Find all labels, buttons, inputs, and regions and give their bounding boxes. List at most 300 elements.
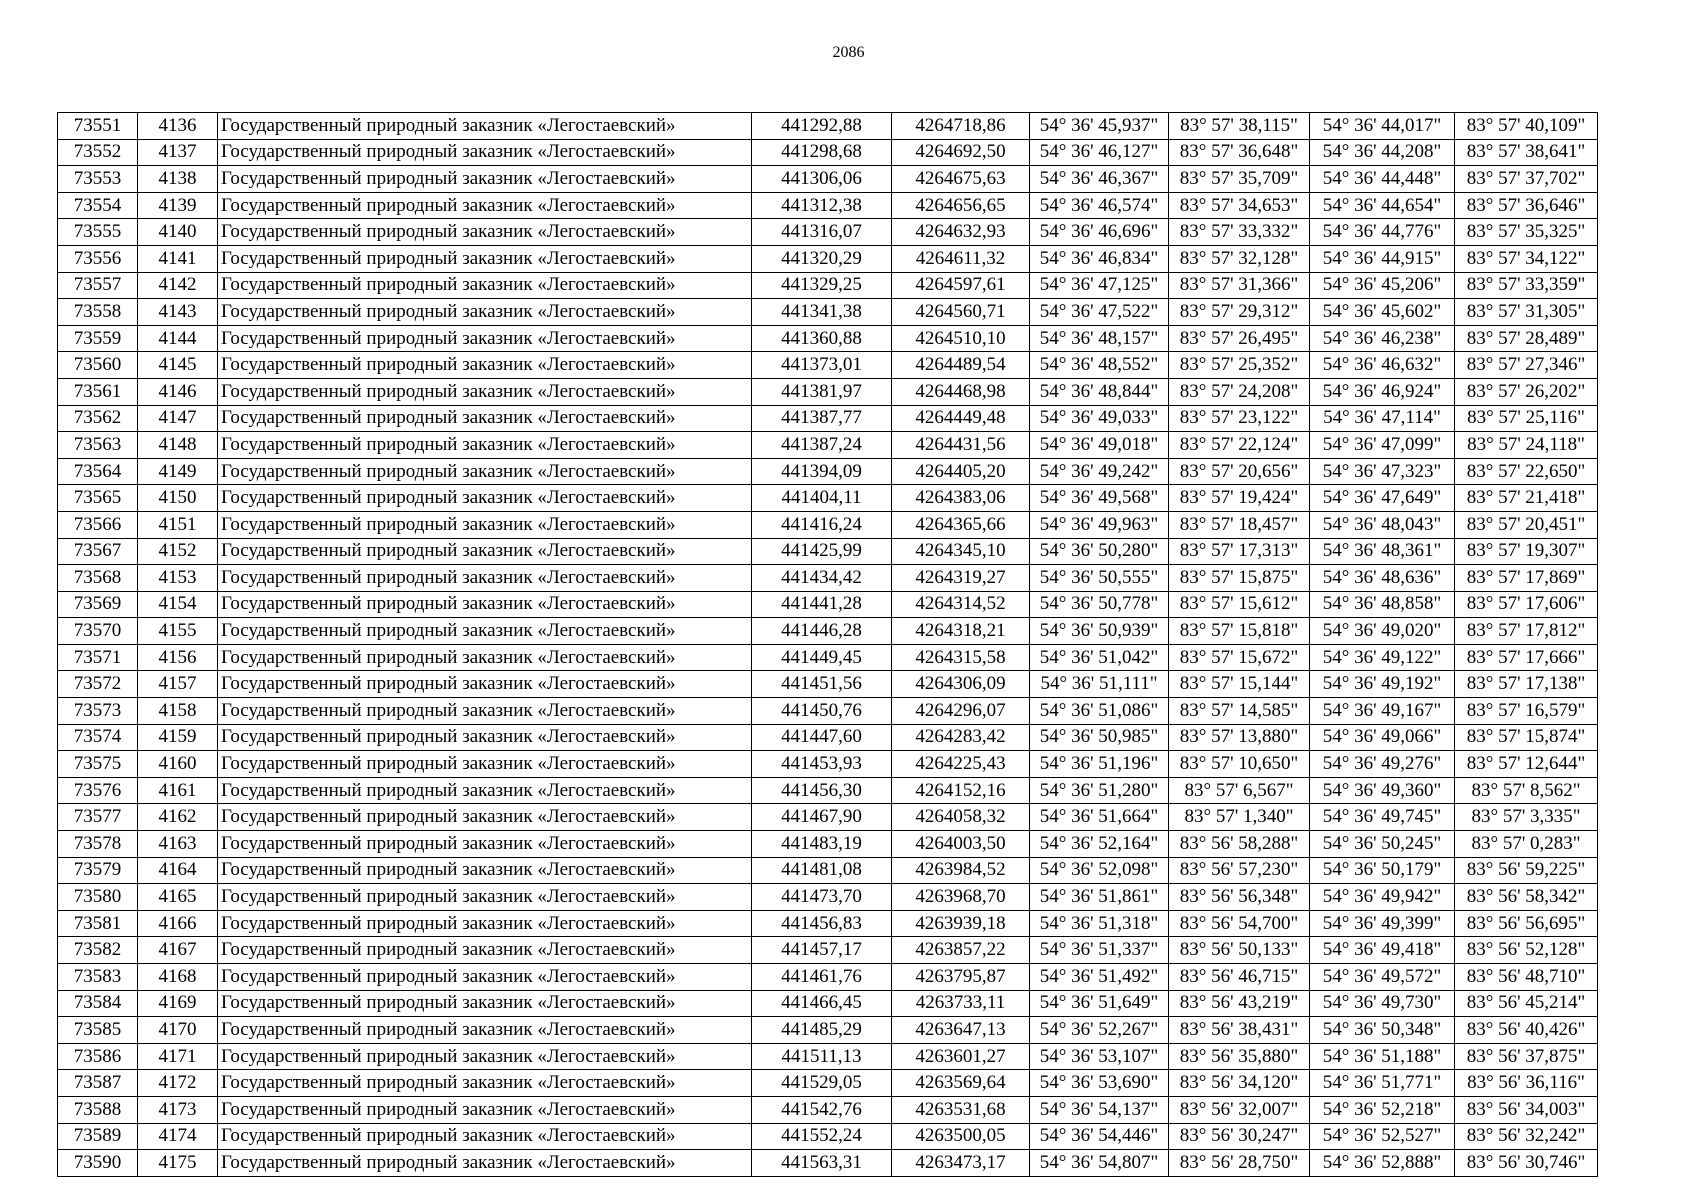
coord-x-cell: 441416,24: [752, 511, 892, 538]
point-number-cell: 4158: [138, 698, 218, 725]
row-number-cell: 73555: [58, 219, 138, 246]
coord-y-cell: 4264510,10: [892, 325, 1030, 352]
coord-y-cell: 4263473,17: [892, 1150, 1030, 1177]
coord-x-cell: 441529,05: [752, 1070, 892, 1097]
coord-y-cell: 4264345,10: [892, 538, 1030, 565]
latitude-2-cell: 54° 36' 49,399": [1310, 910, 1455, 937]
row-number-cell: 73576: [58, 777, 138, 804]
point-number-cell: 4155: [138, 618, 218, 645]
point-number-cell: 4153: [138, 565, 218, 592]
latitude-1-cell: 54° 36' 50,280": [1030, 538, 1169, 565]
coord-y-cell: 4264365,66: [892, 511, 1030, 538]
longitude-1-cell: 83° 57' 33,332": [1169, 219, 1310, 246]
table-row: [58, 937, 1598, 964]
latitude-1-cell: 54° 36' 52,267": [1030, 1017, 1169, 1044]
table-row: [58, 777, 1598, 804]
latitude-2-cell: 54° 36' 49,066": [1310, 724, 1455, 751]
table-row: [58, 538, 1598, 565]
coord-x-cell: 441453,93: [752, 751, 892, 778]
latitude-2-cell: 54° 36' 45,206": [1310, 272, 1455, 299]
longitude-2-cell: 83° 57' 15,874": [1455, 724, 1598, 751]
point-number-cell: 4167: [138, 937, 218, 964]
longitude-2-cell: 83° 57' 17,812": [1455, 618, 1598, 645]
table-row: [58, 804, 1598, 831]
coord-y-cell: 4264405,20: [892, 458, 1030, 485]
latitude-1-cell: 54° 36' 46,127": [1030, 139, 1169, 166]
point-number-cell: 4164: [138, 857, 218, 884]
coord-x-cell: 441425,99: [752, 538, 892, 565]
latitude-1-cell: 54° 36' 50,555": [1030, 565, 1169, 592]
point-number-cell: 4146: [138, 378, 218, 405]
latitude-1-cell: 54° 36' 54,446": [1030, 1123, 1169, 1150]
latitude-2-cell: 54° 36' 46,632": [1310, 352, 1455, 379]
table-row: [58, 458, 1598, 485]
coord-y-cell: 4264718,86: [892, 113, 1030, 140]
object-name-cell: Государственный природный заказник «Легостаевский»: [218, 565, 752, 592]
latitude-2-cell: 54° 36' 49,192": [1310, 671, 1455, 698]
object-name-cell: Государственный природный заказник «Легостаевский»: [218, 990, 752, 1017]
coord-x-cell: 441456,30: [752, 777, 892, 804]
longitude-1-cell: 83° 57' 23,122": [1169, 405, 1310, 432]
latitude-2-cell: 54° 36' 49,942": [1310, 884, 1455, 911]
latitude-2-cell: 54° 36' 50,348": [1310, 1017, 1455, 1044]
object-name-cell: Государственный природный заказник «Легостаевский»: [218, 139, 752, 166]
object-name-cell: Государственный природный заказник «Легостаевский»: [218, 618, 752, 645]
row-number-cell: 73590: [58, 1150, 138, 1177]
object-name-cell: Государственный природный заказник «Легостаевский»: [218, 857, 752, 884]
object-name-cell: Государственный природный заказник «Легостаевский»: [218, 325, 752, 352]
longitude-1-cell: 83° 56' 38,431": [1169, 1017, 1310, 1044]
longitude-1-cell: 83° 56' 43,219": [1169, 990, 1310, 1017]
longitude-2-cell: 83° 56' 48,710": [1455, 964, 1598, 991]
coord-y-cell: 4264283,42: [892, 724, 1030, 751]
latitude-2-cell: 54° 36' 44,448": [1310, 166, 1455, 193]
latitude-2-cell: 54° 36' 49,020": [1310, 618, 1455, 645]
longitude-1-cell: 83° 56' 50,133": [1169, 937, 1310, 964]
object-name-cell: Государственный природный заказник «Легостаевский»: [218, 910, 752, 937]
table-body: [58, 113, 1598, 1177]
point-number-cell: 4170: [138, 1017, 218, 1044]
row-number-cell: 73568: [58, 565, 138, 592]
row-number-cell: 73559: [58, 325, 138, 352]
longitude-1-cell: 83° 57' 10,650": [1169, 751, 1310, 778]
coordinates-table: [57, 112, 1598, 1177]
longitude-1-cell: 83° 57' 15,672": [1169, 644, 1310, 671]
longitude-1-cell: 83° 57' 38,115": [1169, 113, 1310, 140]
latitude-2-cell: 54° 36' 52,218": [1310, 1096, 1455, 1123]
row-number-cell: 73582: [58, 937, 138, 964]
row-number-cell: 73570: [58, 618, 138, 645]
latitude-1-cell: 54° 36' 47,522": [1030, 299, 1169, 326]
coord-x-cell: 441542,76: [752, 1096, 892, 1123]
object-name-cell: Государственный природный заказник «Легостаевский»: [218, 937, 752, 964]
latitude-2-cell: 54° 36' 47,114": [1310, 405, 1455, 432]
point-number-cell: 4147: [138, 405, 218, 432]
row-number-cell: 73584: [58, 990, 138, 1017]
latitude-2-cell: 54° 36' 47,323": [1310, 458, 1455, 485]
longitude-2-cell: 83° 57' 40,109": [1455, 113, 1598, 140]
longitude-1-cell: 83° 57' 22,124": [1169, 432, 1310, 459]
object-name-cell: Государственный природный заказник «Легостаевский»: [218, 511, 752, 538]
latitude-2-cell: 54° 36' 49,167": [1310, 698, 1455, 725]
coord-x-cell: 441320,29: [752, 245, 892, 272]
latitude-2-cell: 54° 36' 44,017": [1310, 113, 1455, 140]
longitude-1-cell: 83° 56' 54,700": [1169, 910, 1310, 937]
point-number-cell: 4143: [138, 299, 218, 326]
coord-y-cell: 4264383,06: [892, 485, 1030, 512]
longitude-1-cell: 83° 56' 28,750": [1169, 1150, 1310, 1177]
longitude-2-cell: 83° 56' 32,242": [1455, 1123, 1598, 1150]
longitude-2-cell: 83° 57' 27,346": [1455, 352, 1598, 379]
longitude-1-cell: 83° 56' 58,288": [1169, 831, 1310, 858]
table-row: [58, 751, 1598, 778]
longitude-2-cell: 83° 56' 40,426": [1455, 1017, 1598, 1044]
coord-y-cell: 4264315,58: [892, 644, 1030, 671]
longitude-1-cell: 83° 56' 32,007": [1169, 1096, 1310, 1123]
longitude-2-cell: 83° 57' 8,562": [1455, 777, 1598, 804]
row-number-cell: 73556: [58, 245, 138, 272]
latitude-1-cell: 54° 36' 45,937": [1030, 113, 1169, 140]
coord-x-cell: 441511,13: [752, 1043, 892, 1070]
object-name-cell: Государственный природный заказник «Легостаевский»: [218, 405, 752, 432]
coord-y-cell: 4264152,16: [892, 777, 1030, 804]
object-name-cell: Государственный природный заказник «Легостаевский»: [218, 644, 752, 671]
row-number-cell: 73577: [58, 804, 138, 831]
point-number-cell: 4141: [138, 245, 218, 272]
coord-y-cell: 4264314,52: [892, 591, 1030, 618]
object-name-cell: Государственный природный заказник «Легостаевский»: [218, 777, 752, 804]
coord-y-cell: 4264611,32: [892, 245, 1030, 272]
object-name-cell: Государственный природный заказник «Легостаевский»: [218, 458, 752, 485]
row-number-cell: 73563: [58, 432, 138, 459]
coord-x-cell: 441467,90: [752, 804, 892, 831]
row-number-cell: 73588: [58, 1096, 138, 1123]
point-number-cell: 4157: [138, 671, 218, 698]
latitude-2-cell: 54° 36' 51,771": [1310, 1070, 1455, 1097]
latitude-1-cell: 54° 36' 54,137": [1030, 1096, 1169, 1123]
latitude-1-cell: 54° 36' 50,778": [1030, 591, 1169, 618]
latitude-1-cell: 54° 36' 51,861": [1030, 884, 1169, 911]
coord-x-cell: 441461,76: [752, 964, 892, 991]
coord-x-cell: 441381,97: [752, 378, 892, 405]
coord-x-cell: 441451,56: [752, 671, 892, 698]
object-name-cell: Государственный природный заказник «Легостаевский»: [218, 485, 752, 512]
table-row: [58, 378, 1598, 405]
coord-y-cell: 4263733,11: [892, 990, 1030, 1017]
latitude-1-cell: 54° 36' 51,337": [1030, 937, 1169, 964]
latitude-1-cell: 54° 36' 53,107": [1030, 1043, 1169, 1070]
longitude-1-cell: 83° 57' 26,495": [1169, 325, 1310, 352]
longitude-2-cell: 83° 56' 59,225": [1455, 857, 1598, 884]
row-number-cell: 73557: [58, 272, 138, 299]
longitude-1-cell: 83° 57' 15,875": [1169, 565, 1310, 592]
latitude-1-cell: 54° 36' 51,280": [1030, 777, 1169, 804]
page-number: 2086: [832, 44, 865, 61]
latitude-1-cell: 54° 36' 46,574": [1030, 192, 1169, 219]
coord-x-cell: 441441,28: [752, 591, 892, 618]
latitude-1-cell: 54° 36' 49,033": [1030, 405, 1169, 432]
table-row: [58, 272, 1598, 299]
coord-y-cell: 4264449,48: [892, 405, 1030, 432]
table-row: [58, 618, 1598, 645]
row-number-cell: 73575: [58, 751, 138, 778]
coord-y-cell: 4264560,71: [892, 299, 1030, 326]
latitude-2-cell: 54° 36' 52,888": [1310, 1150, 1455, 1177]
latitude-2-cell: 54° 36' 44,654": [1310, 192, 1455, 219]
table-row: [58, 671, 1598, 698]
coord-x-cell: 441298,68: [752, 139, 892, 166]
table-row: [58, 1070, 1598, 1097]
table-row: [58, 139, 1598, 166]
coord-x-cell: 441552,24: [752, 1123, 892, 1150]
table-row: [58, 245, 1598, 272]
latitude-2-cell: 54° 36' 50,179": [1310, 857, 1455, 884]
coord-x-cell: 441360,88: [752, 325, 892, 352]
row-number-cell: 73566: [58, 511, 138, 538]
table-row: [58, 352, 1598, 379]
point-number-cell: 4166: [138, 910, 218, 937]
longitude-2-cell: 83° 57' 17,138": [1455, 671, 1598, 698]
point-number-cell: 4163: [138, 831, 218, 858]
coord-x-cell: 441387,24: [752, 432, 892, 459]
row-number-cell: 73581: [58, 910, 138, 937]
latitude-1-cell: 54° 36' 48,157": [1030, 325, 1169, 352]
object-name-cell: Государственный природный заказник «Легостаевский»: [218, 1150, 752, 1177]
longitude-2-cell: 83° 57' 20,451": [1455, 511, 1598, 538]
latitude-1-cell: 54° 36' 51,111": [1030, 671, 1169, 698]
point-number-cell: 4138: [138, 166, 218, 193]
longitude-2-cell: 83° 57' 31,305": [1455, 299, 1598, 326]
coord-x-cell: 441563,31: [752, 1150, 892, 1177]
row-number-cell: 73572: [58, 671, 138, 698]
row-number-cell: 73574: [58, 724, 138, 751]
latitude-1-cell: 54° 36' 52,098": [1030, 857, 1169, 884]
coord-x-cell: 441447,60: [752, 724, 892, 751]
coord-y-cell: 4263601,27: [892, 1043, 1030, 1070]
point-number-cell: 4162: [138, 804, 218, 831]
table-row: [58, 831, 1598, 858]
longitude-2-cell: 83° 57' 0,283": [1455, 831, 1598, 858]
coord-x-cell: 441306,06: [752, 166, 892, 193]
latitude-2-cell: 54° 36' 48,636": [1310, 565, 1455, 592]
coord-y-cell: 4264489,54: [892, 352, 1030, 379]
latitude-1-cell: 54° 36' 51,042": [1030, 644, 1169, 671]
coord-y-cell: 4263968,70: [892, 884, 1030, 911]
longitude-1-cell: 83° 57' 6,567": [1169, 777, 1310, 804]
object-name-cell: Государственный природный заказник «Легостаевский»: [218, 378, 752, 405]
latitude-1-cell: 54° 36' 51,664": [1030, 804, 1169, 831]
longitude-1-cell: 83° 57' 25,352": [1169, 352, 1310, 379]
latitude-1-cell: 54° 36' 46,367": [1030, 166, 1169, 193]
object-name-cell: Государственный природный заказник «Легостаевский»: [218, 352, 752, 379]
latitude-2-cell: 54° 36' 44,915": [1310, 245, 1455, 272]
latitude-2-cell: 54° 36' 49,122": [1310, 644, 1455, 671]
object-name-cell: Государственный природный заказник «Легостаевский»: [218, 1096, 752, 1123]
table-row: [58, 432, 1598, 459]
longitude-1-cell: 83° 57' 18,457": [1169, 511, 1310, 538]
latitude-1-cell: 54° 36' 51,492": [1030, 964, 1169, 991]
object-name-cell: Государственный природный заказник «Легостаевский»: [218, 831, 752, 858]
longitude-2-cell: 83° 57' 26,202": [1455, 378, 1598, 405]
latitude-2-cell: 54° 36' 49,572": [1310, 964, 1455, 991]
longitude-1-cell: 83° 57' 34,653": [1169, 192, 1310, 219]
longitude-2-cell: 83° 57' 16,579": [1455, 698, 1598, 725]
coord-y-cell: 4264003,50: [892, 831, 1030, 858]
coord-x-cell: 441466,45: [752, 990, 892, 1017]
longitude-2-cell: 83° 57' 3,335": [1455, 804, 1598, 831]
longitude-2-cell: 83° 57' 19,307": [1455, 538, 1598, 565]
coord-x-cell: 441387,77: [752, 405, 892, 432]
point-number-cell: 4142: [138, 272, 218, 299]
latitude-2-cell: 54° 36' 49,276": [1310, 751, 1455, 778]
latitude-1-cell: 54° 36' 49,963": [1030, 511, 1169, 538]
coord-x-cell: 441394,09: [752, 458, 892, 485]
object-name-cell: Государственный природный заказник «Легостаевский»: [218, 964, 752, 991]
longitude-2-cell: 83° 56' 34,003": [1455, 1096, 1598, 1123]
latitude-1-cell: 54° 36' 51,649": [1030, 990, 1169, 1017]
table-row: [58, 192, 1598, 219]
object-name-cell: Государственный природный заказник «Легостаевский»: [218, 272, 752, 299]
point-number-cell: 4149: [138, 458, 218, 485]
row-number-cell: 73579: [58, 857, 138, 884]
table-row: [58, 644, 1598, 671]
latitude-2-cell: 54° 36' 49,418": [1310, 937, 1455, 964]
latitude-1-cell: 54° 36' 51,196": [1030, 751, 1169, 778]
table-row: [58, 724, 1598, 751]
coord-y-cell: 4264597,61: [892, 272, 1030, 299]
table-row: [58, 485, 1598, 512]
longitude-1-cell: 83° 57' 15,612": [1169, 591, 1310, 618]
coord-y-cell: 4264675,63: [892, 166, 1030, 193]
table-row: [58, 884, 1598, 911]
coord-x-cell: 441292,88: [752, 113, 892, 140]
coord-x-cell: 441457,17: [752, 937, 892, 964]
object-name-cell: Государственный природный заказник «Легостаевский»: [218, 538, 752, 565]
row-number-cell: 73565: [58, 485, 138, 512]
object-name-cell: Государственный природный заказник «Легостаевский»: [218, 591, 752, 618]
latitude-1-cell: 54° 36' 52,164": [1030, 831, 1169, 858]
longitude-2-cell: 83° 57' 37,702": [1455, 166, 1598, 193]
longitude-1-cell: 83° 57' 31,366": [1169, 272, 1310, 299]
latitude-1-cell: 54° 36' 54,807": [1030, 1150, 1169, 1177]
latitude-1-cell: 54° 36' 51,318": [1030, 910, 1169, 937]
coord-y-cell: 4264431,56: [892, 432, 1030, 459]
point-number-cell: 4148: [138, 432, 218, 459]
row-number-cell: 73553: [58, 166, 138, 193]
longitude-1-cell: 83° 57' 20,656": [1169, 458, 1310, 485]
latitude-1-cell: 54° 36' 46,696": [1030, 219, 1169, 246]
row-number-cell: 73564: [58, 458, 138, 485]
coord-y-cell: 4264656,65: [892, 192, 1030, 219]
point-number-cell: 4145: [138, 352, 218, 379]
coord-y-cell: 4263531,68: [892, 1096, 1030, 1123]
point-number-cell: 4168: [138, 964, 218, 991]
point-number-cell: 4173: [138, 1096, 218, 1123]
longitude-2-cell: 83° 57' 34,122": [1455, 245, 1598, 272]
coord-y-cell: 4264319,27: [892, 565, 1030, 592]
row-number-cell: 73578: [58, 831, 138, 858]
coord-x-cell: 441329,25: [752, 272, 892, 299]
longitude-2-cell: 83° 57' 17,666": [1455, 644, 1598, 671]
latitude-2-cell: 54° 36' 47,649": [1310, 485, 1455, 512]
longitude-2-cell: 83° 56' 36,116": [1455, 1070, 1598, 1097]
coord-y-cell: 4264058,32: [892, 804, 1030, 831]
point-number-cell: 4137: [138, 139, 218, 166]
object-name-cell: Государственный природный заказник «Легостаевский»: [218, 245, 752, 272]
table-row: [58, 511, 1598, 538]
table-row: [58, 698, 1598, 725]
object-name-cell: Государственный природный заказник «Легостаевский»: [218, 1070, 752, 1097]
longitude-2-cell: 83° 57' 24,118": [1455, 432, 1598, 459]
latitude-1-cell: 54° 36' 49,568": [1030, 485, 1169, 512]
row-number-cell: 73569: [58, 591, 138, 618]
table-row: [58, 1123, 1598, 1150]
point-number-cell: 4139: [138, 192, 218, 219]
coord-x-cell: 441404,11: [752, 485, 892, 512]
coord-x-cell: 441485,29: [752, 1017, 892, 1044]
coord-x-cell: 441312,38: [752, 192, 892, 219]
table-row: [58, 219, 1598, 246]
point-number-cell: 4136: [138, 113, 218, 140]
table-row: [58, 325, 1598, 352]
coord-y-cell: 4264632,93: [892, 219, 1030, 246]
latitude-1-cell: 54° 36' 50,939": [1030, 618, 1169, 645]
latitude-2-cell: 54° 36' 50,245": [1310, 831, 1455, 858]
longitude-2-cell: 83° 56' 56,695": [1455, 910, 1598, 937]
point-number-cell: 4144: [138, 325, 218, 352]
coord-y-cell: 4264306,09: [892, 671, 1030, 698]
longitude-2-cell: 83° 57' 12,644": [1455, 751, 1598, 778]
latitude-1-cell: 54° 36' 46,834": [1030, 245, 1169, 272]
point-number-cell: 4171: [138, 1043, 218, 1070]
longitude-2-cell: 83° 57' 36,646": [1455, 192, 1598, 219]
object-name-cell: Государственный природный заказник «Легостаевский»: [218, 1043, 752, 1070]
coord-y-cell: 4264318,21: [892, 618, 1030, 645]
latitude-2-cell: 54° 36' 51,188": [1310, 1043, 1455, 1070]
object-name-cell: Государственный природный заказник «Легостаевский»: [218, 192, 752, 219]
coord-x-cell: 441456,83: [752, 910, 892, 937]
point-number-cell: 4161: [138, 777, 218, 804]
latitude-2-cell: 54° 36' 49,360": [1310, 777, 1455, 804]
table-row: [58, 1150, 1598, 1177]
longitude-1-cell: 83° 57' 1,340": [1169, 804, 1310, 831]
table-row: [58, 405, 1598, 432]
object-name-cell: Государственный природный заказник «Легостаевский»: [218, 751, 752, 778]
row-number-cell: 73573: [58, 698, 138, 725]
row-number-cell: 73583: [58, 964, 138, 991]
coord-y-cell: 4264468,98: [892, 378, 1030, 405]
latitude-1-cell: 54° 36' 51,086": [1030, 698, 1169, 725]
longitude-1-cell: 83° 56' 57,230": [1169, 857, 1310, 884]
row-number-cell: 73554: [58, 192, 138, 219]
table-row: [58, 964, 1598, 991]
row-number-cell: 73551: [58, 113, 138, 140]
table-row: [58, 857, 1598, 884]
longitude-2-cell: 83° 57' 17,606": [1455, 591, 1598, 618]
latitude-2-cell: 54° 36' 49,745": [1310, 804, 1455, 831]
coord-x-cell: 441450,76: [752, 698, 892, 725]
point-number-cell: 4165: [138, 884, 218, 911]
object-name-cell: Государственный природный заказник «Легостаевский»: [218, 884, 752, 911]
longitude-1-cell: 83° 57' 32,128": [1169, 245, 1310, 272]
object-name-cell: Государственный природный заказник «Легостаевский»: [218, 299, 752, 326]
coord-y-cell: 4263984,52: [892, 857, 1030, 884]
object-name-cell: Государственный природный заказник «Легостаевский»: [218, 724, 752, 751]
table-row: [58, 1043, 1598, 1070]
point-number-cell: 4156: [138, 644, 218, 671]
longitude-2-cell: 83° 57' 22,650": [1455, 458, 1598, 485]
point-number-cell: 4140: [138, 219, 218, 246]
